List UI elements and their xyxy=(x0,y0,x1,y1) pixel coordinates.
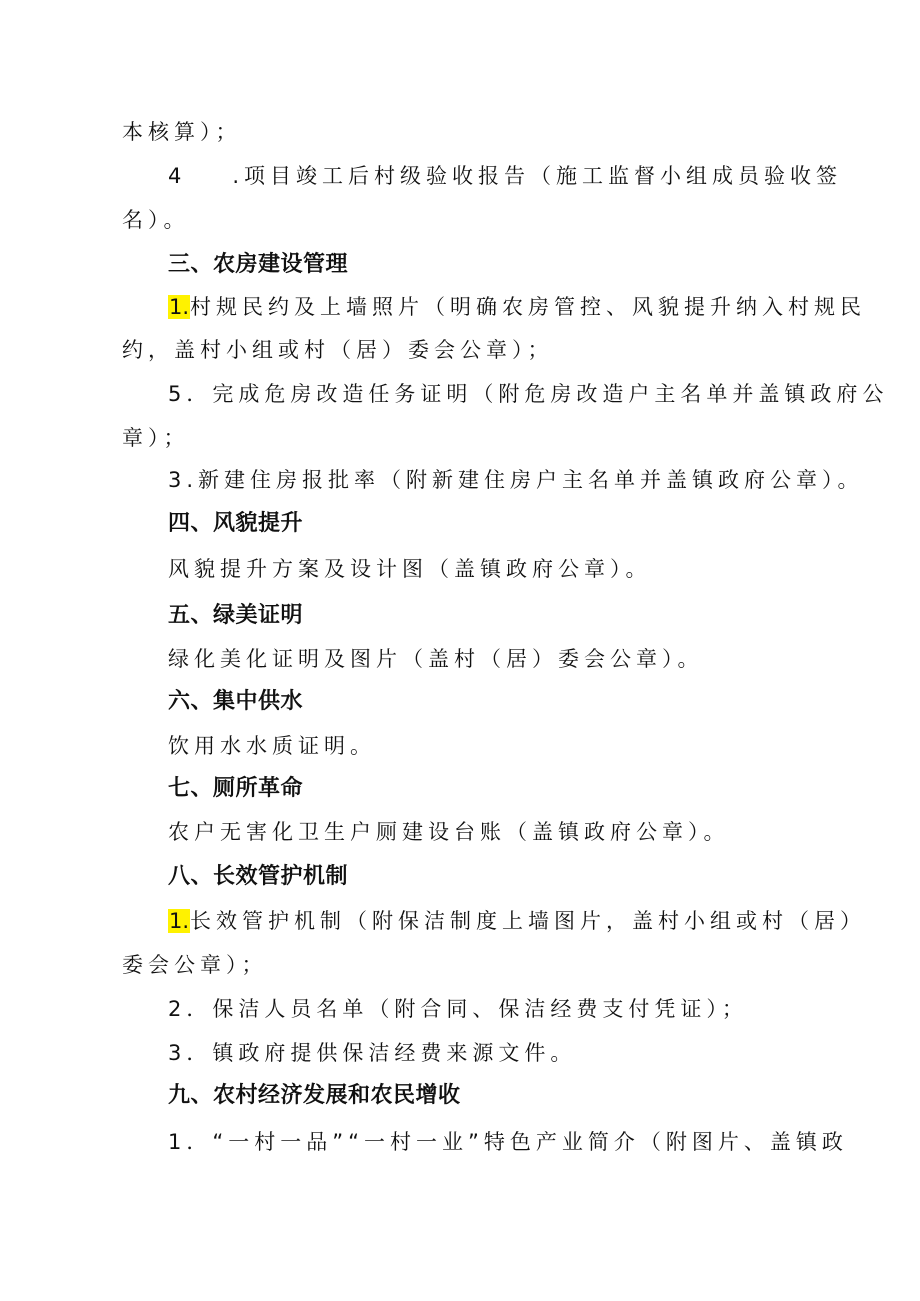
text-line: 风貌提升方案及设计图（盖镇政府公章）。 xyxy=(168,557,652,581)
highlighted-number: 1. xyxy=(169,909,190,933)
list-text: 村规民约及上墙照片（明确农房管控、风貌提升纳入村规民 xyxy=(190,295,867,319)
list-text: .项目竣工后村级验收报告（施工监督小组成员验收签 xyxy=(232,164,843,188)
text-line: 1．“一村一品”“一村一业”特色产业简介（附图片、盖镇政 xyxy=(168,1130,848,1154)
section-heading: 四、风貌提升 xyxy=(168,511,304,536)
text-line: 委会公章）； xyxy=(122,953,268,977)
text-line: 约，盖村小组或村（居）委会公章）； xyxy=(122,338,554,362)
text-line xyxy=(168,293,866,321)
text-line: 章）； xyxy=(122,426,190,450)
section-heading: 八、长效管护机制 xyxy=(168,864,349,889)
text-line: 3.新建住房报批率（附新建住房户主名单并盖镇政府公章）。 xyxy=(168,468,864,492)
text-line: 2．保洁人员名单（附合同、保洁经费支付凭证）； xyxy=(168,997,748,1021)
text-line: 5．完成危房改造任务证明（附危房改造户主名单并盖镇政府公 xyxy=(168,382,889,406)
text-line: 名）。 xyxy=(122,208,190,232)
text-line: 本核算）； xyxy=(122,120,242,144)
text-line: 饮用水水质证明。 xyxy=(168,734,376,758)
section-heading: 九、农村经济发展和农民增收 xyxy=(168,1083,461,1108)
text-line: 绿化美化证明及图片（盖村（居）委会公章）。 xyxy=(168,647,704,671)
section-heading: 五、绿美证明 xyxy=(168,603,304,628)
highlighted-number: 1. xyxy=(169,295,190,319)
text-line xyxy=(168,162,842,190)
list-number: 4 xyxy=(168,164,187,188)
section-heading: 六、集中供水 xyxy=(168,689,304,714)
text-line: 农户无害化卫生户厕建设台账（盖镇政府公章）。 xyxy=(168,820,730,844)
section-heading: 三、农房建设管理 xyxy=(168,252,349,277)
section-heading: 七、厕所革命 xyxy=(168,776,304,801)
list-text: 长效管护机制（附保洁制度上墙图片，盖村小组或村（居） xyxy=(190,909,867,933)
text-line: 3．镇政府提供保洁经费来源文件。 xyxy=(168,1041,577,1065)
text-line xyxy=(168,907,866,935)
